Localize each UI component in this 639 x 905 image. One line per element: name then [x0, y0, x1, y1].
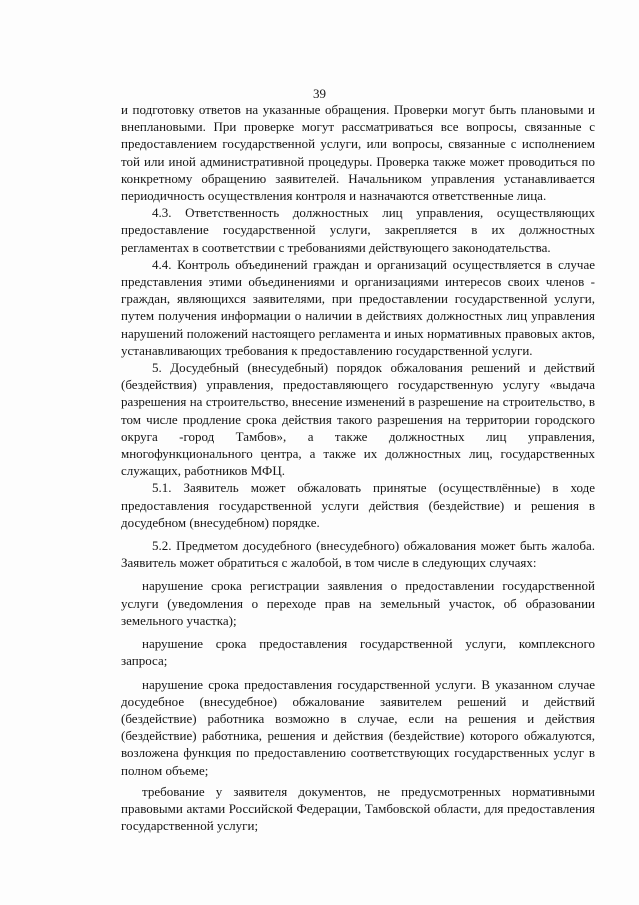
paragraph-4-4: 4.4. Контроль объединений граждан и организаций осуществляется в случае представления этими объединениями и организациями интересов своих членов - граждан, являющихся заявителями, при предоставлении государственной услуги, путем получения информации о наличии в действиях должностных лиц управления нарушений положений настоящего регламента и иных нормативных правовых актов, устанавливающих требования к предоставлению государственной услуги.: [121, 256, 595, 358]
list-item-extra-documents: требование у заявителя документов, не предусмотренных нормативными правовыми актами Российской Федерации, Тамбовской области, для предоставления государственной услуги;: [121, 783, 595, 834]
list-item-term-violation: нарушение срока предоставления государственной услуги, комплексного запроса;: [121, 636, 595, 669]
section-5-heading: 5. Досудебный (внесудебный) порядок обжалования решений и действий (бездействия) управления, предоставляющего государственную услугу «выдача разрешения на строительство, внесение изменений в разрешение на строительство, в том числе продление срока действия такого разрешения на территории городского округа -город Тамбов», а также должностных лиц управления, многофункционального центра, а также их должностных лиц, государственных служащих, работников МФЦ.: [121, 360, 595, 479]
list-item-registration-violation: нарушение срока регистрации заявления о предоставлении государственной услуги (уведомления о переходе прав на земельный участок, об образовании земельного участка);: [121, 578, 595, 628]
document-body: [121, 101, 595, 834]
paragraph-5-2: 5.2. Предметом досудебного (внесудебного) обжалования может быть жалоба. Заявитель может обратиться с жалобой, в том числе в следующих случаях:: [121, 538, 595, 571]
page-number: 39: [313, 86, 326, 101]
paragraph-4-3: 4.3. Ответственность должностных лиц управления, осуществляющих предоставление государственной услуги, закрепляется в их должностных регламентах в соответствии с требованиями действующего законодательства.: [121, 205, 595, 255]
paragraph-5-1: 5.1. Заявитель может обжаловать принятые (осуществлённые) в ходе предоставления государственной услуги действия (бездействие) и решения в досудебном (внесудебном) порядке.: [121, 480, 595, 530]
list-item-term-violation-detail: нарушение срока предоставления государственной услуги. В указанном случае досудебное (внесудебное) обжалование заявителем решений и действий (бездействие) работника возможно в случае, если на решения и действия (бездействие) работника, решения и действия (бездействие) которого обжалуются, возложена функция по предоставлению соответствующих государственных услуг в полном объеме;: [121, 676, 595, 778]
paragraph-continuation: и подготовку ответов на указанные обращения. Проверки могут быть плановыми и внеплановыми. При проверке могут рассматриваться все вопросы, связанные с предоставлением государственной услуги, или вопросы, связанные с исполнением той или иной административной процедуры. Проверка также может проводиться по конкретному обращению заявителей. Начальником управления устанавливается периодичность осуществления контроля и назначаются ответственные лица.: [121, 102, 595, 204]
